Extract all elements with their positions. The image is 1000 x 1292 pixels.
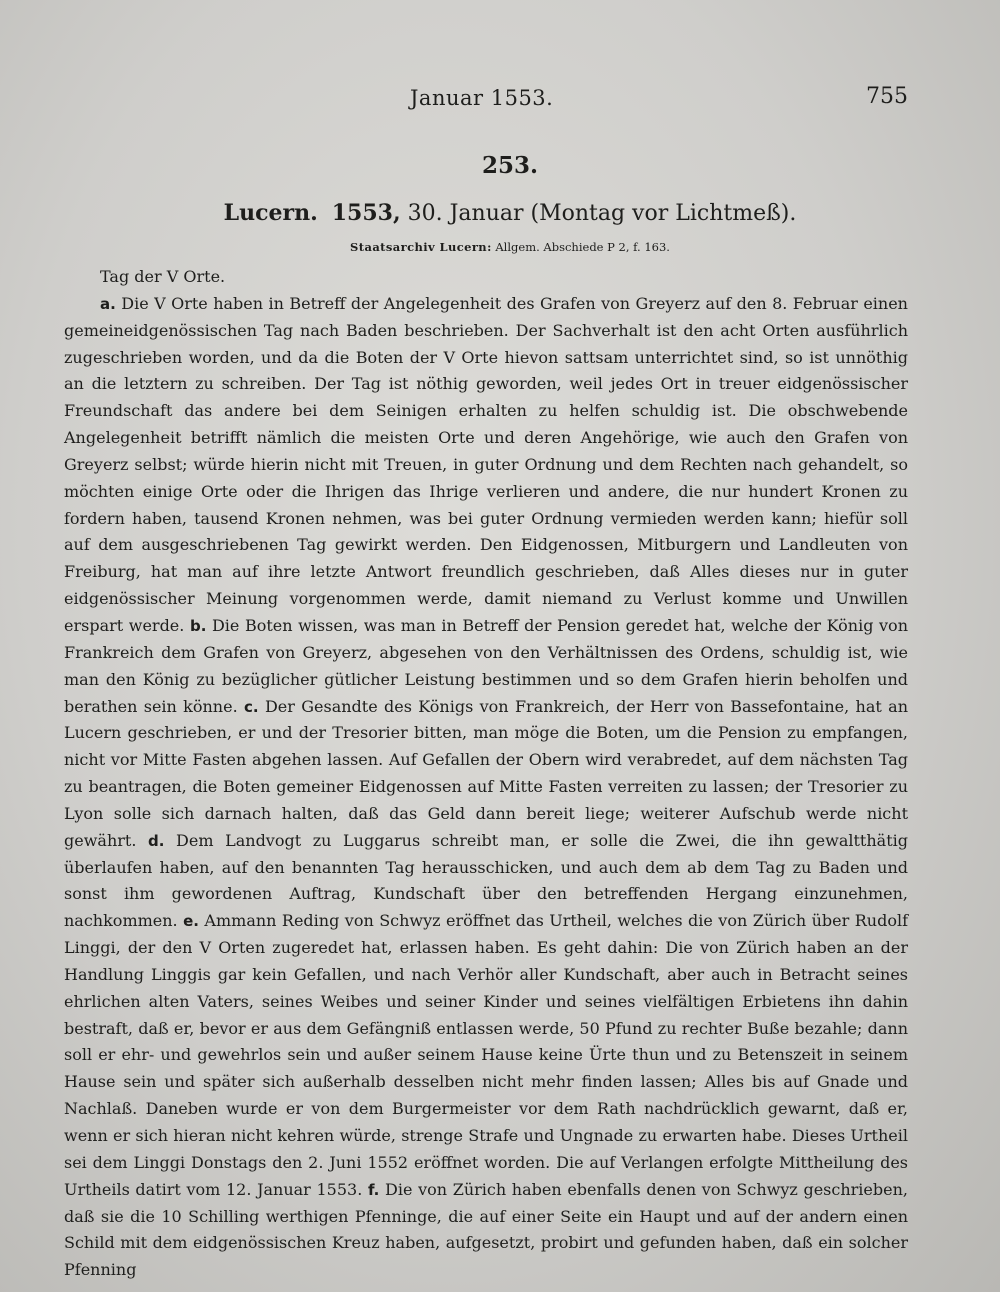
section-c-text: Der Gesandte des Königs von Frankreich, der Herr von Bassefontaine, hat an Lucern geschrieben, er und der Tresorier bitten, man möge die Boten, um die Pension zu empfangen, nicht vor Mitte Fasten abgehen lassen. Auf Gefallen der Obern wird verabredet, auf dem nächsten Tag zu beantragen, die Boten gemeiner Eidgenossen auf Mitte Fasten verreiten zu lassen; der Tresorier zu Lyon solle sich darnach halten, daß das Geld dann bereit liege; weiterer Aufschub werde nicht gewährt. bbox=[64, 696, 908, 850]
page-number: 755 bbox=[866, 84, 908, 109]
section-f-text: Die von Zürich haben ebenfalls denen von Schwyz geschrieben, daß sie die 10 Schilling werthigen Pfenninge, die auf einer Seite ein Haupt und auf der andern einen Schild mit dem eidgenössischen Kreuz haben, aufgesetzt, probirt und gefunden haben, daß ein solcher Pfenning bbox=[64, 1179, 908, 1280]
source-archive: Staatsarchiv Lucern: bbox=[350, 240, 492, 254]
section-marker-b: b. bbox=[189, 616, 207, 635]
section-marker-d: d. bbox=[148, 831, 165, 850]
document-year: 1553, bbox=[331, 200, 401, 226]
intro-line: Tag der V Orte. bbox=[100, 267, 226, 286]
section-e-text: Ammann Reding von Schwyz eröffnet das Urtheil, welches die von Zürich über Rudolf Linggi, der den V Orten zugeredet hat, erlassen haben. Es geht dahin: Die von Zürich haben an der Handlung Linggis gar kein Gefallen, und nach Verhör aller Kundschaft, aber auch in Betracht seines ehrlichen alten Vaters, seines Weibes und seiner Kinder und seines vielfältigen Erbietens ihn dahin bestraft, daß er, bevor er aus dem Gefängniß entlassen werde, 50 Pfund zu rechter Buße bezahle; dann soll er ehr- und gewehrlos sein und außer seinem Hause keine Ürte thun und zu Betenszeit in seinem Hause sein und später sich außerhalb desselben nicht mehr finden lassen; Alles bis auf Gnade und Nachlaß. Daneben wurde er von dem Burgermeister vor dem Rath nachdrücklich gewarnt, daß er, wenn er sich hieran nicht kehren würde, strenge Strafe und Ungnade zu erwarten habe. Dieses Urtheil sei dem Linggi Donstags den 2. Juni 1552 eröffnet worden. Die auf Verlangen erfolgte Mittheilung des Urtheils datirt vom 12. Januar 1553. bbox=[64, 911, 908, 1199]
section-marker-f: f. bbox=[367, 1180, 380, 1199]
body-paragraph bbox=[64, 291, 908, 1284]
section-a-text: Die V Orte haben in Betreff der Angelegenheit des Grafen von Greyerz auf den 8. Februar einen gemeineidgenössischen Tag nach Baden beschrieben. Der Sachverhalt ist den acht Orten ausführlich zugeschrieben worden, und da die Boten der V Orte hievon sattsam unterrichtet sind, so ist unnöthig an die letztern zu schreiben. Der Tag ist nöthig geworden, weil jedes Ort in treuer eidgenössischer Freundschaft das andere bei dem Seinigen erhalten zu helfen schuldig ist. Die obschwebende Angelegenheit betrifft nämlich die meisten Orte und deren Angehörige, wie auch den Grafen von Greyerz selbst; würde hierin nicht mit Treuen, in guter Ordnung und dem Rechten nach gehandelt, so möchten einige Orte oder die Ihrigen das Ihrige verlieren und andere, die nur hundert Kronen zu fordern haben, tausend Kronen nehmen, was bei guter Ordnung vermieden werden kann; hiefür soll auf dem ausgeschriebenen Tag gewirkt werden. Den Eidgenossen, Mitburgern und Landleuten von Freiburg, hat man auf ihre letzte Antwort freundlich geschrieben, daß Alles dieses nur in guter eidgenössischer Meinung vorgenommen werde, damit niemand zu Verlust komme und Unwillen erspart werde. bbox=[64, 293, 908, 635]
source-reference: Allgem. Abschiede P 2, f. 163. bbox=[495, 240, 670, 254]
document-body bbox=[64, 264, 908, 1284]
document-date: 30. Januar (Montag vor Lichtmeß). bbox=[407, 201, 797, 226]
section-marker-a: a. bbox=[100, 294, 116, 313]
section-marker-c: c. bbox=[244, 697, 259, 716]
running-head: Januar 1553. bbox=[410, 86, 554, 110]
section-b-text: Die Boten wissen, was man in Betreff der Pension geredet hat, welche der König von Frankreich dem Grafen von Greyerz, abgesehen von den Verhältnissen des Ordens, schuldig ist, wie man den König zu bezüglicher gütlicher Leistung bestimmen und so dem Grafen hierin beholfen und berathen sein könne. bbox=[64, 615, 908, 716]
section-marker-e: e. bbox=[183, 912, 199, 931]
document-number: 253. bbox=[481, 152, 539, 179]
source-citation bbox=[0, 240, 1000, 254]
page-header bbox=[0, 86, 1000, 116]
document-place: Lucern. bbox=[223, 200, 318, 226]
section-d-text: Dem Landvogt zu Luggarus schreibt man, er solle die Zwei, die ihn gewaltthätig überlaufen haben, auf den benannten Tag herausschicken, und auch dem ab dem Tag zu Baden und sonst ihm gewordenen Auftrag, Kundschaft über den betreffenden Hergang einzunehmen, nachkommen. bbox=[64, 830, 908, 931]
document-heading bbox=[0, 200, 1000, 226]
